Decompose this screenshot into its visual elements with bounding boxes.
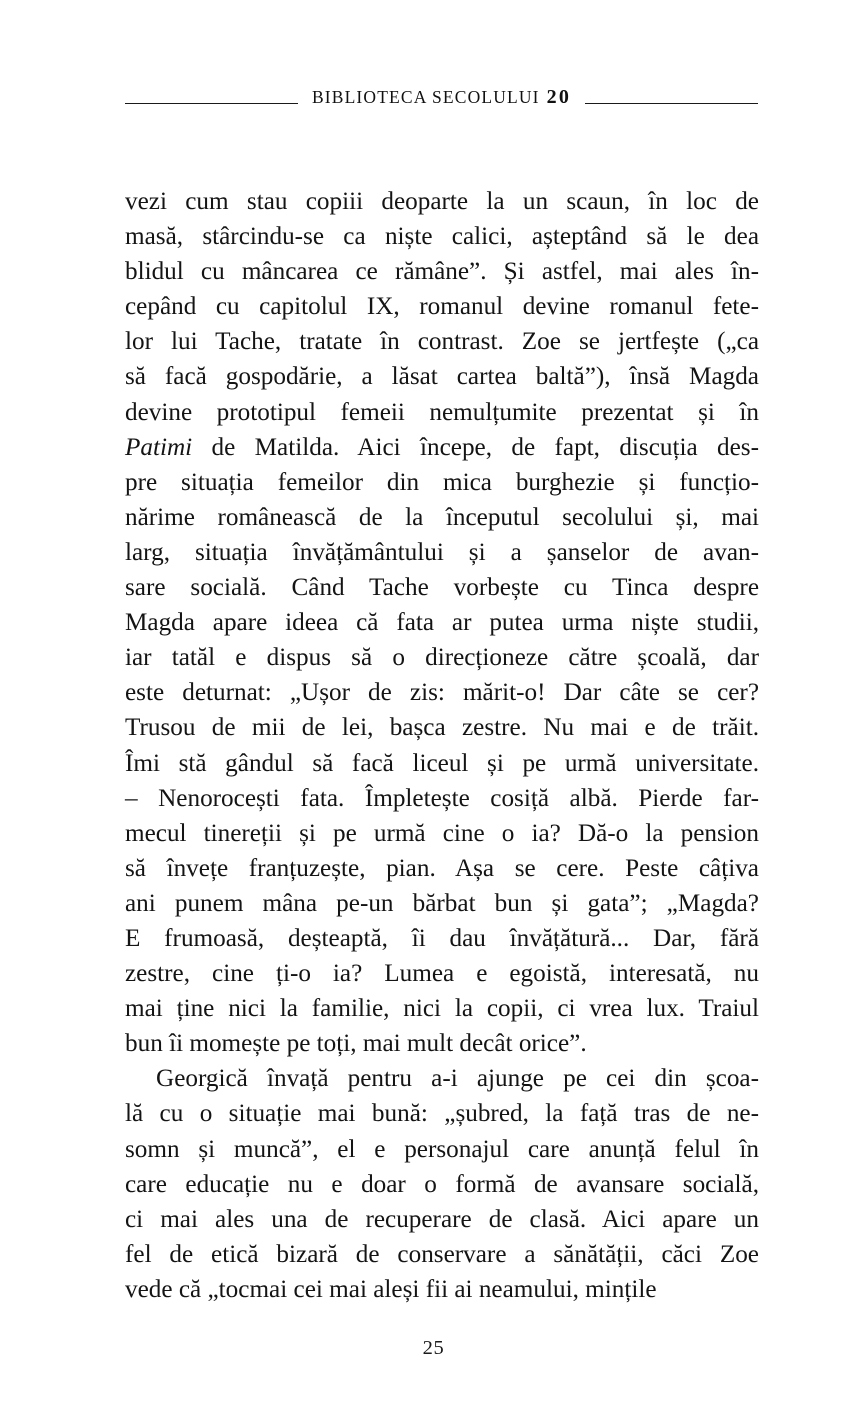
text-line: pre situația femeilor din mica burghezie și funcțio- [125, 468, 759, 496]
header-rule-left [125, 103, 298, 104]
text-line: Patimi de Matilda. Aici începe, de fapt, discuția des- [125, 433, 759, 461]
text-line: ci mai ales una de recuperare de clasă. Aici apare un [125, 1205, 759, 1233]
text-line: Trusou de mii de lei, bașca zestre. Nu mai e de trăit. [125, 714, 759, 742]
paragraph-2 [125, 1061, 759, 1307]
text-line: lă cu o situație mai bună: „șubred, la față tras de ne- [125, 1100, 759, 1128]
text-line: este deturnat: „Ușor de zis: mărit-o! Dar câte se cer? [125, 679, 759, 707]
text-line: devine prototipul femeii nemulțumite prezentat și în [125, 398, 759, 426]
text-line: bun îi momește pe toți, mai mult decât orice”. [125, 1030, 587, 1058]
text-line: mai ține nici la familie, nici la copii, ci vrea lux. Traiul [125, 995, 759, 1023]
italic-work-title: Patimi [125, 433, 193, 461]
text-line: somn și muncă”, el e personajul care anunță felul în [125, 1135, 759, 1163]
header-series-number: 20 [546, 85, 572, 108]
text-line: care educație nu e doar o formă de avansare socială, [125, 1170, 759, 1198]
text-line: Îmi stă gândul să facă liceul și pe urmă universitate. [125, 749, 759, 777]
running-header [125, 82, 758, 112]
text-line: fel de etică bizară de conservare a sănătății, căci Zoe [125, 1240, 759, 1268]
text-line: să facă gospodărie, a lăsat cartea baltă”), însă Magda [125, 363, 759, 391]
text-line: vezi cum stau copiii deoparte la un scaun, în loc de [125, 188, 759, 215]
text-line: nărime românească de la începutul secolului și, mai [125, 503, 759, 531]
text-line: să învețe franțuzește, pian. Așa se cere. Peste câțiva [125, 854, 759, 882]
text-line: iar tatăl e dispus să o direcționeze către școală, dar [125, 644, 759, 672]
text-line: cepând cu capitolul IX, romanul devine romanul fete- [125, 293, 759, 321]
paragraph-1 [125, 184, 759, 1061]
text-line: vede că „tocmai cei mai aleși fii ai neamului, mințile [125, 1275, 657, 1303]
text-line: lor lui Tache, tratate în contrast. Zoe se jertfește („ca [125, 328, 759, 356]
text-line: Georgică învață pentru a-i ajunge pe cei din școa- [156, 1065, 759, 1093]
text-line: blidul cu mâncarea ce rămâne”. Și astfel, mai ales în- [125, 258, 759, 286]
text-line: sare socială. Când Tache vorbește cu Tinca despre [125, 574, 759, 602]
header-title-text: BIBLIOTECA SECOLULUI [311, 86, 540, 107]
text-line: mecul tinereții și pe urmă cine o ia? Dă-o la pension [125, 819, 759, 847]
body-text-block [125, 184, 759, 1307]
page-number: 25 [422, 1337, 445, 1359]
header-title [312, 86, 571, 109]
text-line: masă, stârcindu-se ca niște calici, așteptând să le dea [125, 223, 759, 251]
header-rule-right [585, 103, 758, 104]
text-line: ani punem mâna pe-un bărbat bun și gata”; „Magda? [125, 889, 759, 917]
text-line: larg, situația învățământului și a șanselor de avan- [125, 538, 759, 566]
text-line: – Nenorocești fata. Împletește cosiță albă. Pierde far- [125, 784, 759, 812]
text-line: Magda apare ideea că fata ar putea urma niște studii, [125, 609, 759, 637]
text-line: zestre, cine ți-o ia? Lumea e egoistă, interesată, nu [125, 960, 759, 988]
text-line: E frumoasă, deșteaptă, îi dau învățătură... Dar, fără [125, 924, 759, 952]
